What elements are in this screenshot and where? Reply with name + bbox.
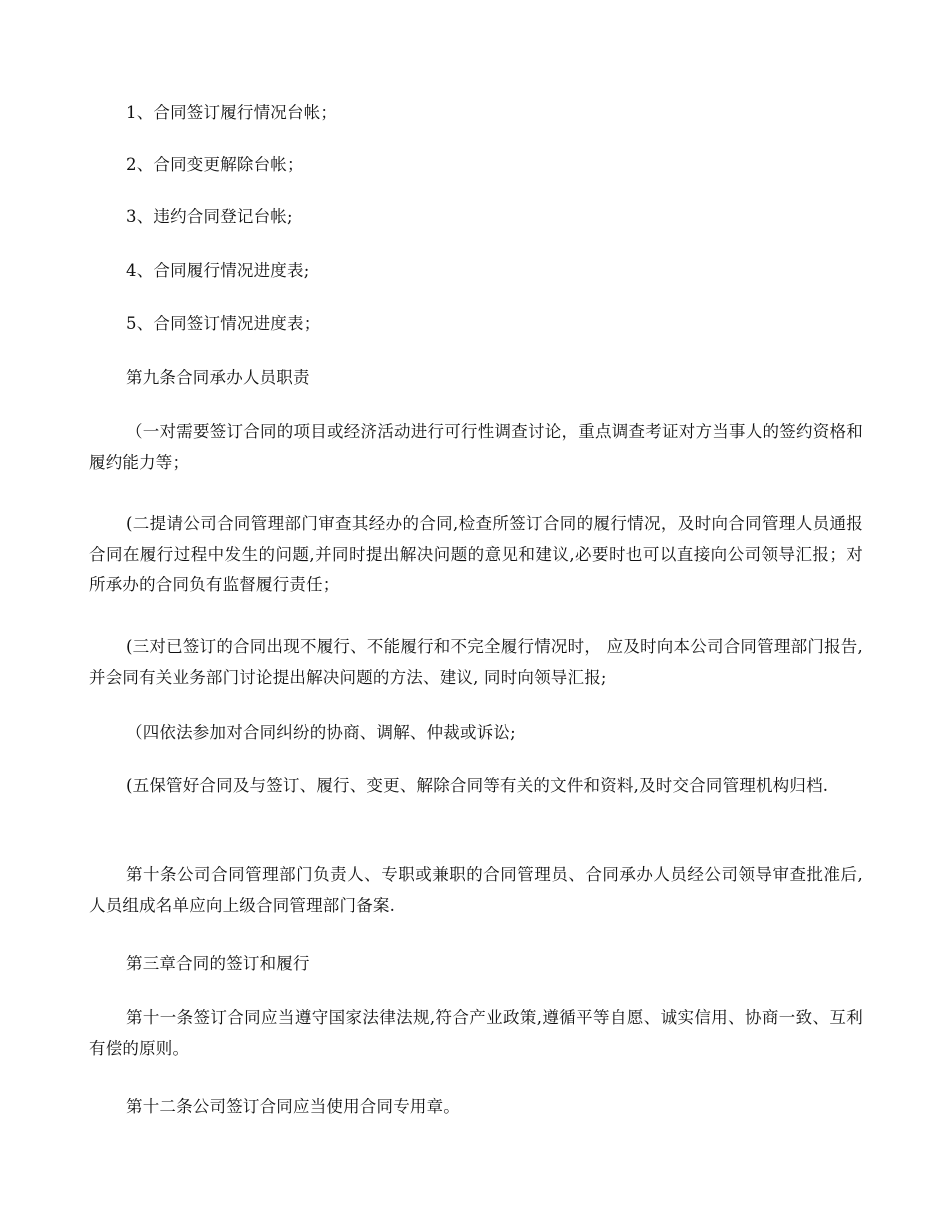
article-9-clause-3: (三对已签订的合同出现不履行、不能履行和不完全履行情况时， 应及时向本公司合同管理部门报告, 并会同有关业务部门讨论提出解决问题的方法、建议, 同时向领导汇报; xyxy=(89,637,863,687)
ledger-item-4: 4、合同履行情况进度表; xyxy=(126,261,310,280)
ledger-item-5: 5、合同签订情况进度表； xyxy=(126,314,321,333)
article-9-clause-2: (二提请公司合同管理部门审查其经办的合同,检查所签订合同的履行情况，及时向合同管理人员通报合同在履行过程中发生的问题,并同时提出解决问题的意见和建议,必要时也可以直接向公司领导汇报；对所承办的合同负有监督履行责任； xyxy=(89,514,863,594)
ledger-item-1: 1、合同签订履行情况台帐； xyxy=(126,103,338,122)
article-9-clause-4: （四依法参加对合同纠纷的协商、调解、仲裁或诉讼; xyxy=(126,723,516,742)
article-9-clause-5: (五保管好合同及与签订、履行、变更、解除合同等有关的文件和资料,及时交合同管理机构归档. xyxy=(126,776,829,795)
article-9-clause-1: （一对需要签订合同的项目或经济活动进行可行性调查讨论，重点调查考证对方当事人的签约资格和履约能力等； xyxy=(89,422,863,472)
ledger-item-2: 2、合同变更解除台帐； xyxy=(126,155,304,174)
chapter-3-heading: 第三章合同的签订和履行 xyxy=(126,954,310,973)
article-11: 第十一条签订合同应当遵守国家法律法规,符合产业政策,遵循平等自愿、诚实信用、协商一致、互利有偿的原则。 xyxy=(89,1008,863,1058)
article-9-heading: 第九条合同承办人员职责 xyxy=(126,368,310,387)
article-12: 第十二条公司签订合同应当使用合同专用章。 xyxy=(126,1097,460,1116)
article-10: 第十条公司合同管理部门负责人、专职或兼职的合同管理员、合同承办人员经公司领导审查批准后,人员组成名单应向上级合同管理部门备案. xyxy=(89,865,863,915)
ledger-item-3: 3、违约合同登记台帐; xyxy=(126,207,293,226)
